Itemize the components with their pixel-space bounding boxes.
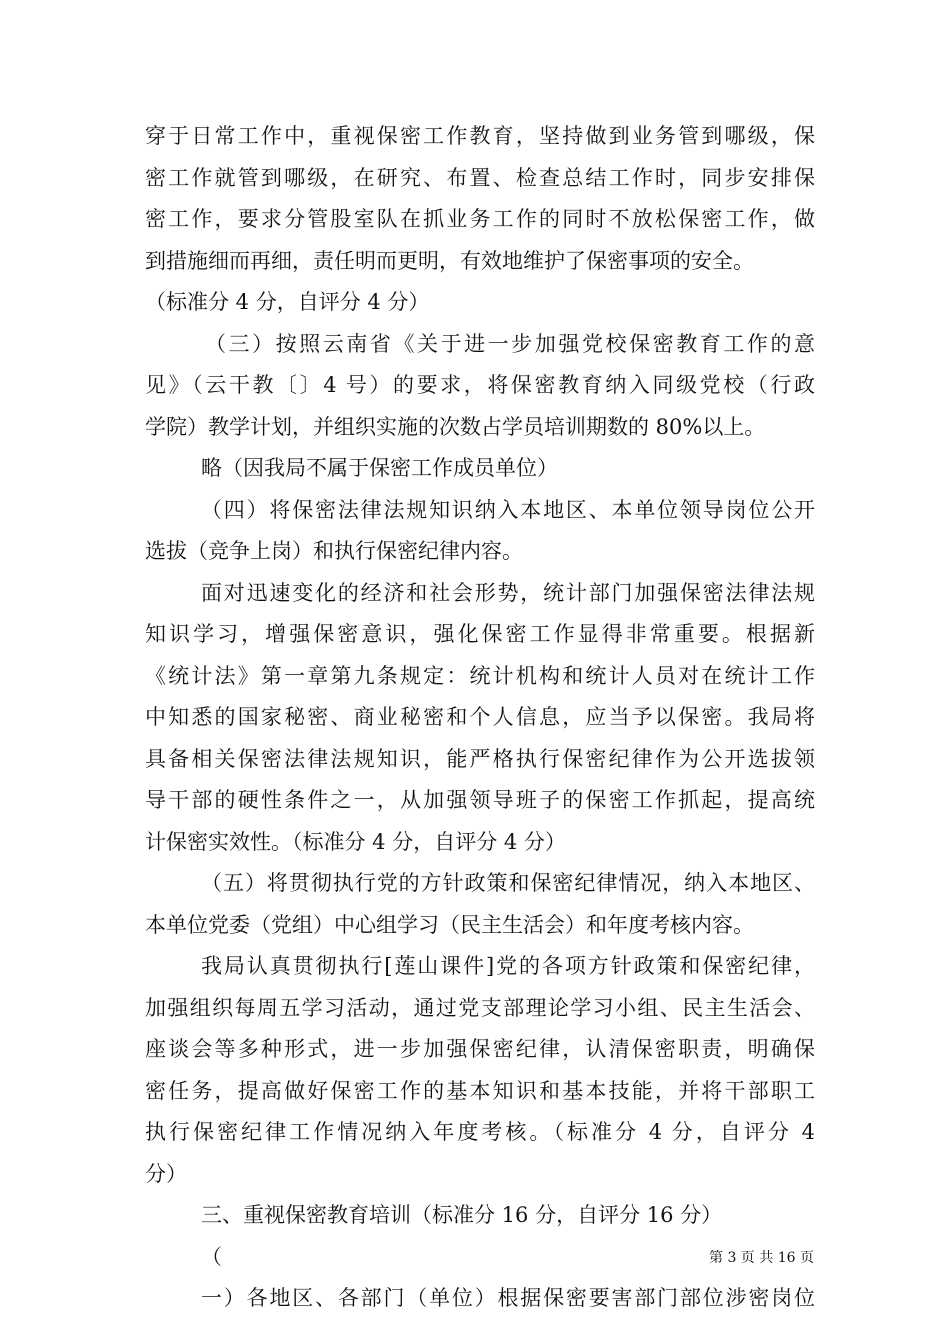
text-line: （五）将贯彻执行党的方针政策和保密纪律情况，纳入本地区、 [201,871,815,895]
document-body [145,116,815,1320]
text-line: 密任务，提高做好保密工作的基本知识和基本技能，并将干部职工 [145,1078,815,1103]
text-line: 知识学习，增强保密意识，强化保密工作显得非常重要。根据新 [145,622,815,646]
page-number: 第 3 页 共 16 页 [709,1250,814,1266]
text-line: 面对迅速变化的经济和社会形势，统计部门加强保密法律法规 [201,580,815,605]
text-line: 一）各地区、各部门（单位）根据保密要害部门部位涉密岗位 [201,1286,815,1310]
text-line: （ [201,1244,222,1269]
section-heading: 三、重视保密教育培训（标准分 16 分，自评分 16 分） [201,1203,723,1227]
text-line: 座谈会等多种形式，进一步加强保密纪律，认清保密职责，明确保 [145,1037,815,1061]
text-line: 具备相关保密法律法规知识，能严格执行保密纪律作为公开选拔领 [145,746,815,771]
text-line: 导干部的硬性条件之一，从加强领导班子的保密工作抓起，提高统 [145,788,815,812]
text-line: 我局认真贯彻执行[莲山课件]党的各项方针政策和保密纪律， [201,954,815,978]
text-line: 加强组织每周五学习活动，通过党支部理论学习小组、民主生活会、 [145,995,815,1020]
text-line: 密工作，要求分管股室队在抓业务工作的同时不放松保密工作，做 [145,207,815,231]
text-line: 穿于日常工作中，重视保密工作教育，坚持做到业务管到哪级，保 [145,124,815,148]
text-line: 《统计法》第一章第九条规定：统计机构和统计人员对在统计工作 [145,663,815,688]
text-line: 执行保密纪律工作情况纳入年度考核。（标准分 4 分，自评分 4 [145,1120,815,1144]
text-line: （三）按照云南省《关于进一步加强党校保密教育工作的意 [205,331,815,356]
text-line: 密工作就管到哪级，在研究、布置、检查总结工作时，同步安排保 [145,165,815,190]
text-line: 到措施细而再细，责任明而更明，有效地维护了保密事项的安全。 [145,248,754,273]
text-line: 计保密实效性。（标准分 4 分，自评分 4 分） [145,829,566,854]
text-line: （标准分 4 分，自评分 4 分） [145,290,430,314]
text-line: 分） [145,1161,187,1186]
text-line: 中知悉的国家秘密、商业秘密和个人信息，应当予以保密。我局将 [145,705,815,729]
text-line: （四）将保密法律法规知识纳入本地区、本单位领导岗位公开 [201,497,815,522]
text-line: 选拔（竞争上岗）和执行保密纪律内容。 [145,539,523,563]
text-line: 本单位党委（党组）中心组学习（民主生活会）和年度考核内容。 [145,912,754,937]
text-line: 学院）教学计划，并组织实施的次数占学员培训期数的 80%以上。 [145,414,766,439]
text-line: 见》（云干教〔〕4 号）的要求，将保密教育纳入同级党校（行政 [145,373,815,397]
text-line: 略（因我局不属于保密工作成员单位） [201,456,558,480]
